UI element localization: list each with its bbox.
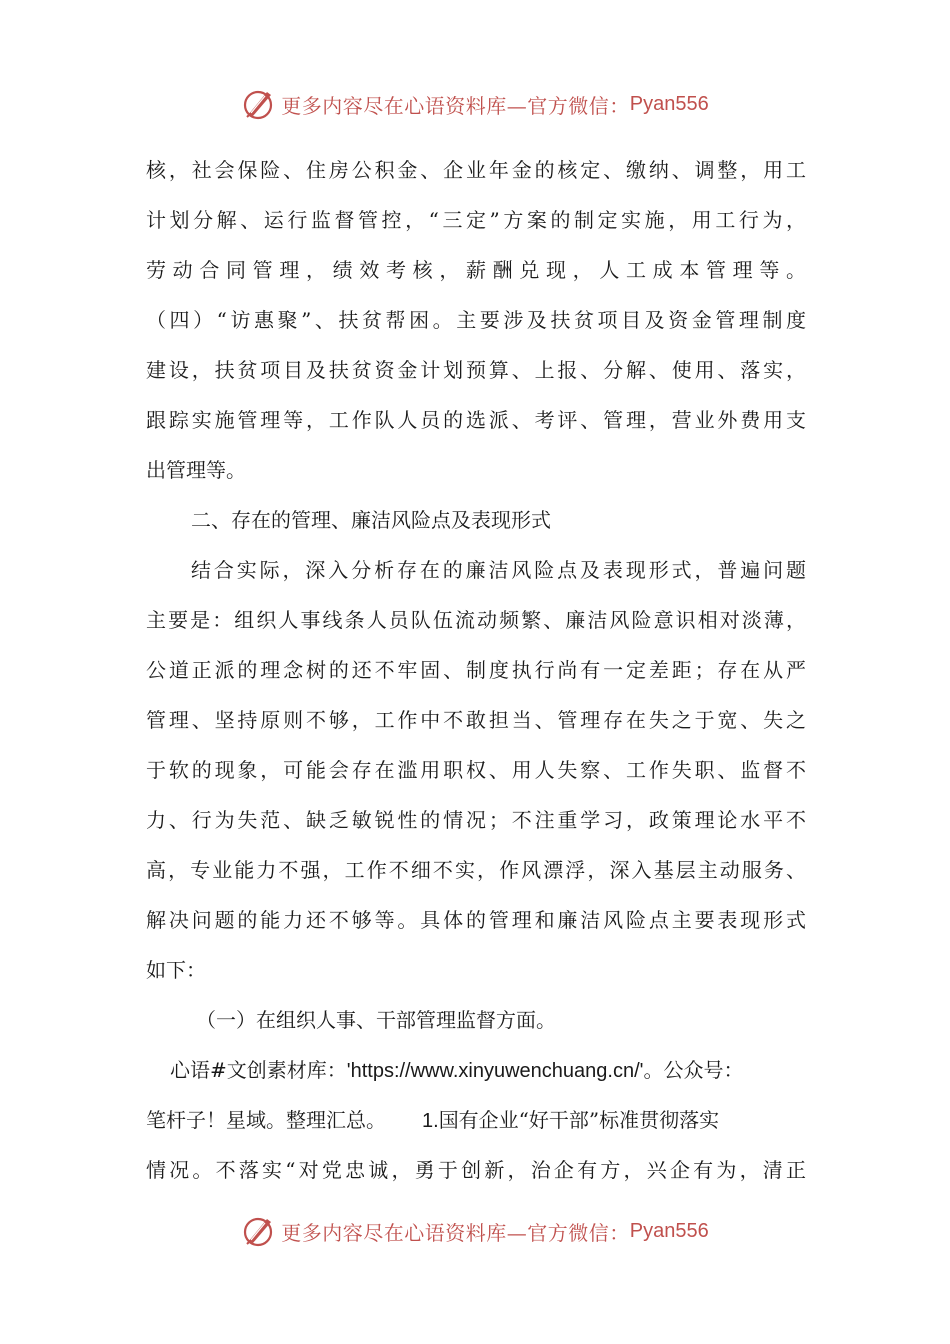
paragraph-line: 出管理等。 [146,458,246,482]
paragraph-line: 主要是：组织人事线条人员队伍流动频繁、廉洁风险意识相对淡薄， [146,608,806,632]
banner-wechat-id: Pyan556 [629,92,709,115]
footer-watermark-banner [0,1211,950,1251]
paragraph-line: 高，专业能力不强，工作不细不实，作风漂浮，深入基层主动服务、 [146,858,806,882]
paragraph-line: 计划分解、运行监督管控，“三定”方案的制定实施，用工行为， [146,208,806,232]
quill-logo-icon [241,86,277,122]
paragraph-line: 解决问题的能力还不够等。具体的管理和廉洁风险点主要表现形式 [146,908,806,932]
tail-text-a: 笔杆子！星域。整理汇总。 [146,1108,386,1132]
paragraph-line: 如下： [146,958,206,982]
paragraph-line: 建设，扶贫项目及扶贫资金计划预算、上报、分解、使用、落实， [146,358,806,382]
document-body [146,150,806,1200]
item-number: 1. [422,1110,439,1132]
paragraph-line: 结合实际，深入分析存在的廉洁风险点及表现形式，普遍问题 [191,558,806,582]
source-prefix: 心语#文创素材库： [170,1058,347,1082]
paragraph-line: 公道正派的理念树的还不牢固、制度执行尚有一定差距；存在从严 [146,658,806,682]
paragraph-line: 情况。不落实“对党忠诚，勇于创新，治企有方，兴企有为，清正 [146,1158,806,1182]
paragraph-line: 管理、坚持原则不够，工作中不敢担当、管理存在失之于宽、失之 [146,708,806,732]
banner-text: 更多内容尽在心语资料库—官方微信： [281,93,630,118]
source-url: 'https://www.xinyuwenchuang.cn/' [346,1060,644,1082]
paragraph-line: 力、行为失范、缺乏敏锐性的情况；不注重学习，政策理论水平不 [146,808,806,832]
banner-wechat-id: Pyan556 [629,1219,709,1242]
banner-text: 更多内容尽在心语资料库—官方微信： [281,1220,630,1245]
section-heading: 二、存在的管理、廉洁风险点及表现形式 [191,508,551,532]
paragraph-line: 于软的现象，可能会存在滥用职权、用人失察、工作失职、监督不 [146,758,806,782]
tail-text-b: 国有企业“好干部”标准贯彻落实 [438,1108,720,1132]
paragraph-line: 劳动合同管理，绩效考核，薪酬兑现，人工成本管理等。 [146,258,806,282]
header-watermark-banner [0,84,950,124]
paragraph-line: （四）“访惠聚”、扶贫帮困。主要涉及扶贫项目及资金管理制度 [146,308,806,332]
subsection-heading: （一）在组织人事、干部管理监督方面。 [196,1008,556,1032]
quill-logo-icon [241,1213,277,1249]
source-suffix: 。公众号： [643,1058,744,1082]
paragraph-line [146,1100,806,1150]
source-note-line [146,1050,806,1100]
paragraph-line: 核，社会保险、住房公积金、企业年金的核定、缴纳、调整，用工 [146,158,806,182]
paragraph-line: 跟踪实施管理等，工作队人员的选派、考评、管理，营业外费用支 [146,408,806,432]
